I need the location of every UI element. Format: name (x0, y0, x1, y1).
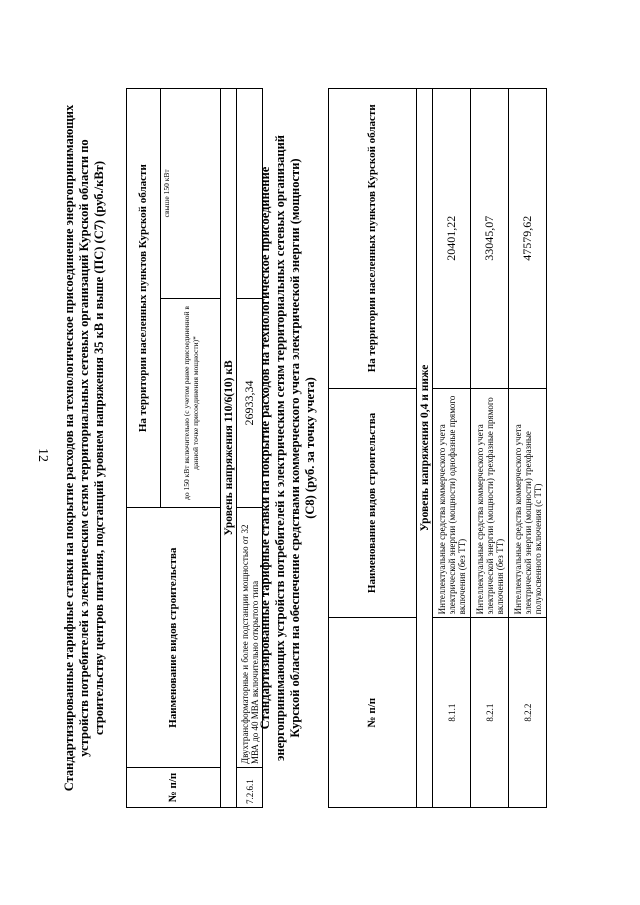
row-number: 7.2.6.1 (237, 768, 263, 808)
section1-title-line: строительству центров питания, подстанций уровнем напряжения 35 кВ и выше (ПС) (С7) (руб./кВт) (92, 161, 106, 735)
row-value: 47579,62 (509, 89, 547, 389)
section1-title-line: устройств потребителей к электрическим сетям территориальных сетевых организаций Курской области по (77, 139, 91, 757)
voltage-level-row: Уровень напряжения 0,4 и ниже (417, 89, 433, 808)
row-value: 20401,22 (433, 89, 471, 389)
page-number: 12 (35, 448, 50, 462)
row-number: 8.2.2 (509, 618, 547, 808)
row-name: Интеллектуальные средства коммерческого учета электрической энергии (мощности) трехфазные прямого включения (без ТТ) (471, 388, 509, 618)
rotated-page-content (62, 48, 622, 848)
voltage-level-row: Уровень напряжения 110/6(10) кВ (221, 89, 237, 808)
row-number: 8.2.1 (471, 618, 509, 808)
c8-tariff-table (328, 88, 547, 808)
c7-tariff-table (126, 88, 263, 808)
row-name: Интеллектуальные средства коммерческого учета электрической энергии (мощности) трехфазные полукосвенного включения (с ТТ) (509, 388, 547, 618)
row-name: Интеллектуальные средства коммерческого учета электрической энергии (мощности) однофазные прямого включения (без ТТ) (433, 388, 471, 618)
section2-title-line: Курской области на обеспечение средствами коммерческого учета электрической энергии (мощности) (288, 158, 302, 738)
header-up-to-150: до 150 кВт включительно (с учетом ранее присоединенной в данной точке присоединения мощности)* (161, 298, 221, 508)
section2-title-line: Стандартизированные тарифные ставки на покрытие расходов на технологическое присоединение (258, 166, 272, 730)
section1-title (62, 48, 107, 848)
section1-title-line: Стандартизированные тарифные ставки на покрытие расходов на технологическое присоединение энергопринимающих (62, 104, 76, 792)
row-number: 8.1.1 (433, 618, 471, 808)
header-number: № п/п (127, 768, 221, 808)
row-name: Двухтрансформаторные и более подстанции мощностью от 32 МВА до 40 МВА включительно открытого типа (237, 508, 263, 768)
section2-title-line: (С8) (руб. за точку учета) (303, 377, 317, 519)
section2-title-line: энергопринимающих устройств потребителей к электрическим сетям территориальных сетевых организаций (273, 134, 287, 762)
header-over-150: свыше 150 кВт (161, 89, 221, 299)
header-territory: На территории населенных пунктов Курской области (127, 89, 161, 508)
header-name: Наименование видов строительства (127, 508, 221, 768)
row-value: 33045,07 (471, 89, 509, 389)
header-territory: На территории населенных пунктов Курской области (329, 89, 417, 389)
header-name: Наименование видов строительства (329, 388, 417, 618)
header-number: № п/п (329, 618, 417, 808)
row-value-up-to-150: 26933,34 (237, 298, 263, 508)
section2-title (258, 48, 318, 848)
